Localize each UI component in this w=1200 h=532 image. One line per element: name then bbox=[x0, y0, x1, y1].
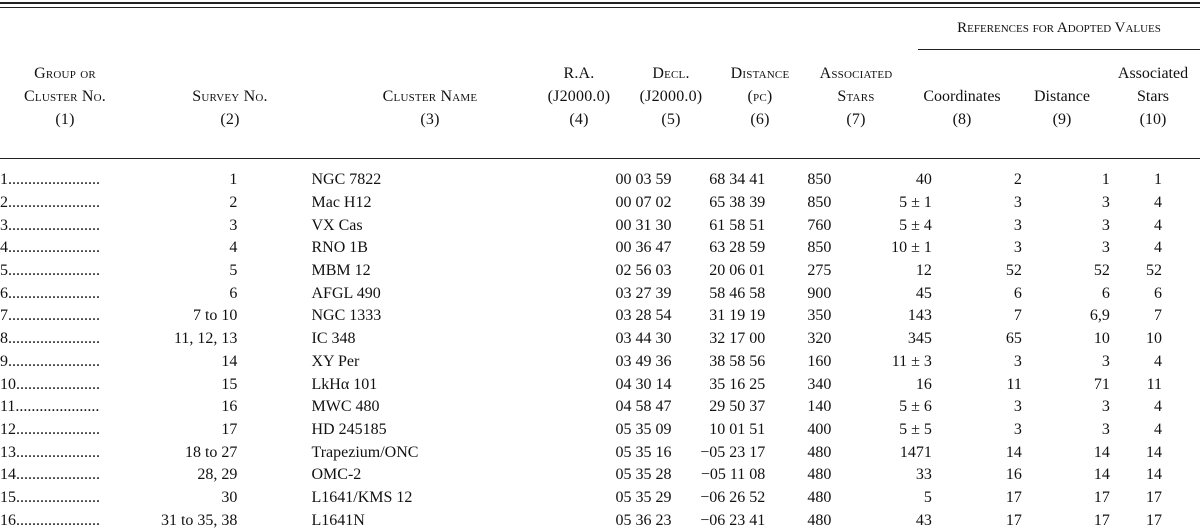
cell-ref-distance: 17 bbox=[1093, 511, 1110, 529]
cell-ref-associated-stars: 6 bbox=[1154, 284, 1162, 302]
cell-ref-distance: 6 bbox=[1101, 284, 1110, 302]
cell-survey-no: 16 bbox=[221, 398, 238, 416]
cell-distance: 480 bbox=[807, 511, 832, 529]
cell-associated-stars: 33 bbox=[915, 466, 932, 484]
cell-ref-associated-stars: 4 bbox=[1154, 216, 1162, 234]
table-row bbox=[0, 487, 1200, 510]
cell-ra: 05 35 09 bbox=[615, 420, 672, 438]
cell-cluster-name: HD 245185 bbox=[311, 420, 387, 438]
cell-ref-associated-stars: 14 bbox=[1146, 466, 1162, 484]
cell-ref-coordinates: 2 bbox=[1013, 171, 1022, 189]
cell-ref-distance: 3 bbox=[1101, 398, 1110, 416]
col-header-survey-no: Survey No. (2) bbox=[192, 88, 268, 128]
col-header-group-no: Group or Cluster No. (1) bbox=[24, 65, 106, 128]
cell-decl: −05 23 17 bbox=[700, 443, 766, 461]
cell-survey-no: 28, 29 bbox=[197, 466, 238, 484]
cell-decl: 65 38 39 bbox=[709, 194, 766, 212]
table-row bbox=[0, 373, 1200, 396]
cell-ref-coordinates: 17 bbox=[1005, 488, 1022, 506]
cell-ref-distance: 3 bbox=[1101, 239, 1110, 257]
cell-cluster-name: L1641N bbox=[311, 511, 365, 529]
cell-distance: 850 bbox=[807, 194, 832, 212]
cell-ref-distance: 17 bbox=[1093, 488, 1110, 506]
cell-decl: 58 46 58 bbox=[709, 284, 766, 302]
cell-ref-associated-stars: 4 bbox=[1154, 194, 1162, 212]
col-header-ref-coordinates: Coordinates (8) bbox=[923, 88, 1001, 128]
cell-ra: 05 35 29 bbox=[615, 488, 672, 506]
cell-ref-coordinates: 6 bbox=[1013, 284, 1022, 302]
cell-group-no: 12..................... bbox=[0, 420, 100, 438]
col-header-decl: Decl. (J2000.0) (5) bbox=[639, 65, 703, 128]
col-header-distance: Distance (pc) (6) bbox=[730, 65, 790, 128]
cell-distance: 400 bbox=[807, 420, 832, 438]
cell-decl: −05 11 08 bbox=[700, 466, 766, 484]
cell-ref-associated-stars: 14 bbox=[1146, 443, 1162, 461]
table-row bbox=[0, 328, 1200, 351]
cell-ref-associated-stars: 17 bbox=[1146, 511, 1162, 529]
cell-spacer bbox=[237, 282, 311, 305]
cluster-table bbox=[0, 169, 1200, 532]
cell-survey-no: 2 bbox=[229, 194, 238, 212]
cell-ref-distance: 14 bbox=[1093, 466, 1110, 484]
cell-ref-distance: 3 bbox=[1101, 352, 1110, 370]
cell-associated-stars: 5 ± 6 bbox=[899, 398, 932, 416]
cell-spacer bbox=[237, 305, 311, 328]
cell-cluster-name: OMC-2 bbox=[311, 466, 362, 484]
cell-decl: 32 17 00 bbox=[709, 330, 766, 348]
cell-group-no: 5....................... bbox=[0, 262, 100, 280]
cell-spacer bbox=[237, 509, 311, 532]
cell-decl: 10 01 51 bbox=[709, 420, 766, 438]
cell-ra: 03 49 36 bbox=[615, 352, 672, 370]
cell-survey-no: 18 to 27 bbox=[184, 443, 238, 461]
cell-group-no: 2....................... bbox=[0, 194, 100, 212]
cell-ra: 03 44 30 bbox=[615, 330, 672, 348]
cell-survey-no: 11, 12, 13 bbox=[174, 330, 238, 348]
table-row bbox=[0, 214, 1200, 237]
cell-cluster-name: XY Per bbox=[311, 352, 360, 370]
cell-group-no: 1....................... bbox=[0, 171, 100, 189]
cell-associated-stars: 43 bbox=[915, 511, 932, 529]
table-row bbox=[0, 509, 1200, 532]
cell-group-no: 9....................... bbox=[0, 352, 100, 370]
cell-ref-coordinates: 3 bbox=[1013, 216, 1022, 234]
cell-spacer bbox=[237, 373, 311, 396]
cell-ref-coordinates: 7 bbox=[1013, 307, 1022, 325]
cell-distance: 140 bbox=[807, 398, 832, 416]
cell-cluster-name: MWC 480 bbox=[311, 398, 380, 416]
cell-decl: −06 23 41 bbox=[700, 511, 766, 529]
cell-distance: 160 bbox=[807, 352, 832, 370]
cell-decl: 63 28 59 bbox=[709, 239, 766, 257]
cell-cluster-name: RNO 1B bbox=[311, 239, 368, 257]
table-row bbox=[0, 192, 1200, 215]
cell-ref-distance: 10 bbox=[1093, 330, 1110, 348]
col-header-associated-stars: Associated Stars (7) bbox=[819, 65, 893, 128]
cell-ra: 00 31 30 bbox=[615, 216, 672, 234]
cell-ref-associated-stars: 1 bbox=[1154, 171, 1162, 189]
cell-survey-no: 31 to 35, 38 bbox=[160, 511, 238, 529]
cell-decl: 61 58 51 bbox=[709, 216, 766, 234]
cell-survey-no: 15 bbox=[221, 375, 238, 393]
cell-ra: 05 35 28 bbox=[615, 466, 672, 484]
cell-ref-associated-stars: 52 bbox=[1146, 262, 1162, 280]
cell-decl: 38 58 56 bbox=[709, 352, 766, 370]
cell-distance: 350 bbox=[807, 307, 832, 325]
cell-ref-coordinates: 3 bbox=[1013, 352, 1022, 370]
cell-group-no: 4....................... bbox=[0, 239, 100, 257]
cell-distance: 340 bbox=[807, 375, 832, 393]
cell-spacer bbox=[237, 464, 311, 487]
cell-ref-distance: 3 bbox=[1101, 194, 1110, 212]
cell-group-no: 6....................... bbox=[0, 284, 100, 302]
cell-ref-coordinates: 3 bbox=[1013, 239, 1022, 257]
cell-cluster-name: IC 348 bbox=[311, 330, 356, 348]
cell-ref-coordinates: 3 bbox=[1013, 398, 1022, 416]
cell-spacer bbox=[237, 214, 311, 237]
cell-survey-no: 17 bbox=[221, 420, 238, 438]
cell-ra: 00 07 02 bbox=[615, 194, 672, 212]
cell-associated-stars: 40 bbox=[915, 171, 932, 189]
cell-cluster-name: LkHα 101 bbox=[311, 375, 378, 393]
cell-survey-no: 5 bbox=[229, 262, 238, 280]
cell-ref-coordinates: 65 bbox=[1005, 330, 1022, 348]
cell-distance: 320 bbox=[807, 330, 832, 348]
cell-survey-no: 14 bbox=[221, 352, 238, 370]
cell-survey-no: 3 bbox=[229, 216, 238, 234]
cell-cluster-name: NGC 7822 bbox=[311, 171, 382, 189]
col-header-ref-distance: Distance (9) bbox=[1034, 88, 1090, 128]
cell-cluster-name: NGC 1333 bbox=[311, 307, 382, 325]
references-header: References for Adopted Values bbox=[957, 20, 1161, 36]
cell-decl: 31 19 19 bbox=[709, 307, 766, 325]
cell-ref-associated-stars: 11 bbox=[1146, 375, 1162, 393]
cell-group-no: 11..................... bbox=[0, 398, 100, 416]
cell-associated-stars: 10 ± 1 bbox=[891, 239, 932, 257]
cell-survey-no: 30 bbox=[221, 488, 238, 506]
cell-cluster-name: Mac H12 bbox=[311, 194, 372, 212]
cell-associated-stars: 16 bbox=[915, 375, 932, 393]
cell-decl: 20 06 01 bbox=[709, 262, 766, 280]
table-row bbox=[0, 464, 1200, 487]
cell-ref-associated-stars: 4 bbox=[1154, 352, 1162, 370]
col-header-cluster-name: Cluster Name (3) bbox=[382, 88, 478, 128]
table-row bbox=[0, 169, 1200, 192]
cell-spacer bbox=[237, 328, 311, 351]
cell-decl: −06 26 52 bbox=[700, 488, 766, 506]
cell-ref-coordinates: 17 bbox=[1005, 511, 1022, 529]
cell-spacer bbox=[237, 260, 311, 283]
cell-associated-stars: 5 ± 1 bbox=[899, 194, 932, 212]
cell-ref-coordinates: 3 bbox=[1013, 194, 1022, 212]
cell-distance: 275 bbox=[807, 262, 832, 280]
table-row bbox=[0, 260, 1200, 283]
cell-ref-coordinates: 3 bbox=[1013, 420, 1022, 438]
cell-ref-associated-stars: 10 bbox=[1146, 330, 1162, 348]
cell-group-no: 10..................... bbox=[0, 375, 100, 393]
cell-ref-distance: 71 bbox=[1093, 375, 1110, 393]
cell-group-no: 13..................... bbox=[0, 443, 100, 461]
table-row bbox=[0, 396, 1200, 419]
cell-spacer bbox=[237, 192, 311, 215]
col-header-ra: R.A. (J2000.0) (4) bbox=[547, 65, 611, 128]
cell-associated-stars: 345 bbox=[907, 330, 932, 348]
cell-ref-associated-stars: 17 bbox=[1146, 488, 1162, 506]
cell-cluster-name: MBM 12 bbox=[311, 262, 371, 280]
cell-survey-no: 6 bbox=[229, 284, 238, 302]
cell-ra: 03 27 39 bbox=[615, 284, 672, 302]
cell-group-no: 8....................... bbox=[0, 330, 100, 348]
cell-ref-distance: 3 bbox=[1101, 216, 1110, 234]
cell-associated-stars: 5 bbox=[923, 488, 932, 506]
table-row bbox=[0, 351, 1200, 374]
cell-associated-stars: 11 ± 3 bbox=[891, 352, 932, 370]
cell-ra: 05 36 23 bbox=[615, 511, 672, 529]
cell-group-no: 16..................... bbox=[0, 511, 100, 529]
cell-associated-stars: 12 bbox=[915, 262, 932, 280]
cell-survey-no: 4 bbox=[229, 239, 238, 257]
cell-ref-distance: 52 bbox=[1093, 262, 1110, 280]
cell-spacer bbox=[237, 351, 311, 374]
cell-ref-distance: 14 bbox=[1093, 443, 1110, 461]
cell-ref-coordinates: 16 bbox=[1005, 466, 1022, 484]
cell-survey-no: 7 to 10 bbox=[192, 307, 238, 325]
cell-spacer bbox=[237, 396, 311, 419]
cell-ra: 00 36 47 bbox=[615, 239, 672, 257]
cell-ra: 02 56 03 bbox=[615, 262, 672, 280]
top-rule-thin bbox=[0, 7, 1200, 8]
cell-decl: 29 50 37 bbox=[709, 398, 766, 416]
cell-ref-associated-stars: 4 bbox=[1154, 420, 1162, 438]
cell-decl: 35 16 25 bbox=[709, 375, 766, 393]
cell-group-no: 15..................... bbox=[0, 488, 100, 506]
cell-associated-stars: 143 bbox=[907, 307, 932, 325]
col-header-ref-associated-stars: Associated Stars (10) bbox=[1117, 65, 1189, 128]
cell-ref-coordinates: 11 bbox=[1006, 375, 1022, 393]
table-row bbox=[0, 282, 1200, 305]
header-rule bbox=[0, 158, 1200, 159]
cell-cluster-name: L1641/KMS 12 bbox=[311, 488, 413, 506]
cell-ref-associated-stars: 7 bbox=[1154, 307, 1162, 325]
table-row bbox=[0, 305, 1200, 328]
cell-cluster-name: VX Cas bbox=[311, 216, 363, 234]
cell-associated-stars: 5 ± 5 bbox=[899, 420, 932, 438]
cell-decl: 68 34 41 bbox=[709, 171, 766, 189]
cell-associated-stars: 1471 bbox=[899, 443, 932, 461]
cell-ref-distance: 6,9 bbox=[1089, 307, 1110, 325]
cell-ref-coordinates: 14 bbox=[1005, 443, 1022, 461]
cell-ra: 04 58 47 bbox=[615, 398, 672, 416]
cell-distance: 850 bbox=[807, 239, 832, 257]
cell-distance: 850 bbox=[807, 171, 832, 189]
cell-distance: 900 bbox=[807, 284, 832, 302]
cell-group-no: 14..................... bbox=[0, 466, 100, 484]
cell-associated-stars: 45 bbox=[915, 284, 932, 302]
cell-distance: 480 bbox=[807, 488, 832, 506]
cell-ref-distance: 1 bbox=[1101, 171, 1110, 189]
top-rule-thick bbox=[0, 2, 1200, 4]
cell-cluster-name: Trapezium/ONC bbox=[311, 443, 419, 461]
cell-group-no: 3....................... bbox=[0, 216, 100, 234]
cell-ref-coordinates: 52 bbox=[1005, 262, 1022, 280]
cell-ra: 00 03 59 bbox=[615, 171, 672, 189]
cell-ref-associated-stars: 4 bbox=[1154, 398, 1162, 416]
cell-spacer bbox=[237, 237, 311, 260]
table-row bbox=[0, 441, 1200, 464]
cell-spacer bbox=[237, 169, 311, 192]
cell-distance: 760 bbox=[807, 216, 832, 234]
cell-survey-no: 1 bbox=[229, 171, 238, 189]
cell-group-no: 7....................... bbox=[0, 307, 100, 325]
table-row bbox=[0, 419, 1200, 442]
cell-associated-stars: 5 ± 4 bbox=[899, 216, 932, 234]
cell-ref-associated-stars: 4 bbox=[1154, 239, 1162, 257]
cell-cluster-name: AFGL 490 bbox=[311, 284, 381, 302]
cell-ra: 05 35 16 bbox=[615, 443, 672, 461]
references-rule bbox=[918, 49, 1200, 50]
cell-ra: 03 28 54 bbox=[615, 307, 672, 325]
cell-distance: 480 bbox=[807, 466, 832, 484]
cell-distance: 480 bbox=[807, 443, 832, 461]
cell-spacer bbox=[237, 419, 311, 442]
cell-ref-distance: 3 bbox=[1101, 420, 1110, 438]
cell-spacer bbox=[237, 441, 311, 464]
cell-ra: 04 30 14 bbox=[615, 375, 672, 393]
cell-spacer bbox=[237, 487, 311, 510]
table-row bbox=[0, 237, 1200, 260]
